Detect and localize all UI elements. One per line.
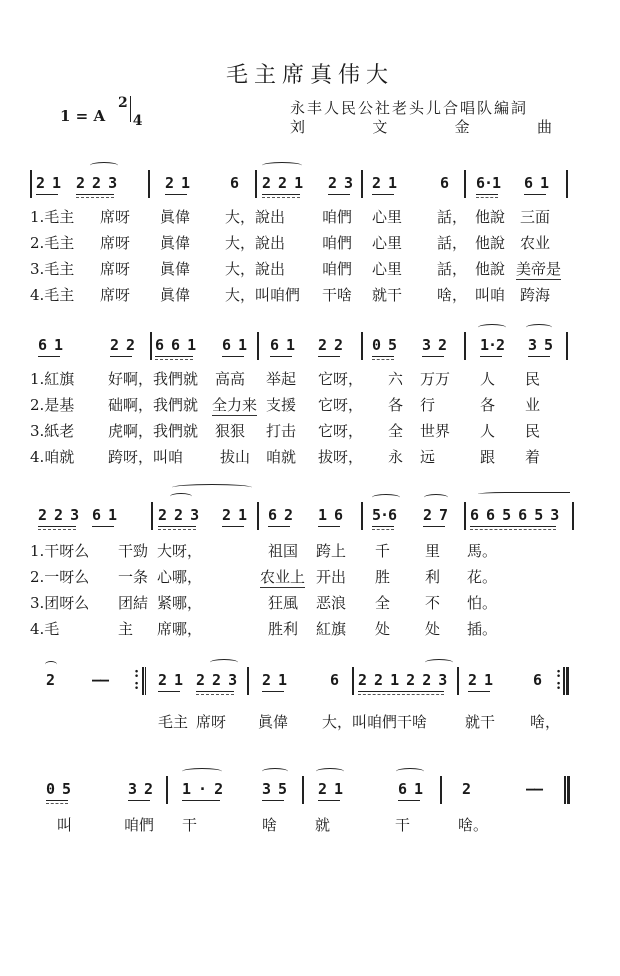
ending-lyrics: 叫 咱們 干 啥 就 干 啥。	[57, 816, 489, 834]
note-group: 2 2 3	[38, 506, 79, 524]
note-group: 6 2	[268, 506, 293, 524]
notation-line	[0, 328, 620, 362]
note-group: 5·6	[372, 506, 397, 524]
verse-2: 2.毛主 席呀 眞偉 大，說出 咱們 心里 話， 他說 农业	[30, 234, 551, 252]
note-group: 6 1	[398, 780, 423, 798]
note-group: 2 1	[262, 671, 287, 689]
note-group: 3 2	[422, 336, 447, 354]
note-group: 2 7	[423, 506, 448, 524]
note-group: 2 2 3	[76, 174, 117, 192]
note-group: 6 1	[222, 336, 247, 354]
note-group: 6·1	[476, 174, 501, 192]
repeat-end-sign: : :	[556, 665, 562, 693]
verse-3: 3.毛主 席呀 眞偉 大，說出 咱們 心里 話， 他說 美帝是	[30, 260, 562, 278]
note-group: 1·2	[480, 336, 505, 354]
note-group: 2 2	[110, 336, 135, 354]
note-group: 2	[462, 780, 471, 798]
note-group: 2 2 1 2 2 3	[358, 671, 447, 689]
note-group: 6	[230, 174, 239, 192]
note-group: 2 1	[36, 174, 61, 192]
verse-3: 3.紙老 虎啊，我們就 狠狠 打击 它呀， 全 世界 人 民	[30, 422, 541, 440]
time-signature: 24	[118, 95, 143, 129]
note-group: 1 · 2	[182, 780, 223, 798]
note-group: 2 1	[372, 174, 397, 192]
song-title: 毛主席真伟大	[225, 63, 394, 88]
dash-sustain: ——	[92, 671, 109, 689]
note-group: 0 5	[46, 780, 71, 798]
notation-line	[0, 772, 620, 806]
verse-1: 1.紅旗 好啊，我們就 高高 举起 它呀， 六 万万 人 民	[30, 370, 541, 388]
note-group: 6 6 5 6 5 3	[470, 506, 559, 524]
note-group: 6	[440, 174, 449, 192]
key-signature: 1 = A	[60, 107, 106, 125]
note-group: 2 3	[328, 174, 353, 192]
refrain-lyrics: 毛主 席呀 眞偉 大，叫咱們干啥 就干 啥，	[158, 713, 561, 731]
notation-line	[0, 498, 620, 532]
note-group: 6 1	[92, 506, 117, 524]
note-group: 6 6 1	[155, 336, 196, 354]
verse-1: 1.干呀么 干勁 大呀， 祖国 跨上 千 里 馬。	[30, 542, 498, 560]
repeat-start-sign: : :	[134, 665, 140, 693]
note-group: 2 1	[318, 780, 343, 798]
lyricist-credit: 永丰人民公社老头儿合唱队編詞	[290, 99, 529, 117]
note-group: 6	[330, 671, 339, 689]
note-group: 2 1	[165, 174, 190, 192]
note-group: 6 1	[524, 174, 549, 192]
verse-2: 2.一呀么 一条 心哪， 农业上 开出 胜 利 花。	[30, 568, 498, 586]
notation-line	[0, 166, 620, 200]
verse-4: 4.毛主 席呀 眞偉 大，叫咱們 干啥 就干 啥， 叫咱 跨海	[30, 286, 551, 304]
note-group: 2	[46, 671, 55, 689]
note-group: 6 1	[38, 336, 63, 354]
composer-credit: 刘 文 金 曲	[290, 118, 552, 136]
verse-2: 2.是基 础啊，我們就 全力来 支援 它呀， 各 行 各 业	[30, 396, 541, 414]
notation-line	[0, 663, 620, 697]
note-group: 3 5	[528, 336, 553, 354]
note-group: 6	[533, 671, 542, 689]
note-group: 2 1	[468, 671, 493, 689]
note-group: 6 1	[270, 336, 295, 354]
note-group: 2 2 3	[158, 506, 199, 524]
verse-1: 1.毛主 席呀 眞偉 大，說出 咱們 心里 話， 他說 三面	[30, 208, 551, 226]
verse-4: 4.毛 主 席哪， 胜利 紅旗 处 处 插。	[30, 620, 498, 638]
verse-3: 3.团呀么 团結 紧哪， 狂風 恶浪 全 不 怕。	[30, 594, 498, 612]
note-group: 2 2 1	[262, 174, 303, 192]
note-group: 0 5	[372, 336, 397, 354]
note-group: 2 1	[158, 671, 183, 689]
dash-sustain: ——	[526, 780, 543, 798]
note-group: 2 1	[222, 506, 247, 524]
verse-4: 4.咱就 跨呀，叫咱 拔山 咱就 拔呀， 永 远 跟 着	[30, 448, 541, 466]
note-group: 1 6	[318, 506, 343, 524]
note-group: 3 5	[262, 780, 287, 798]
note-group: 2 2	[318, 336, 343, 354]
note-group: 3 2	[128, 780, 153, 798]
note-group: 2 2 3	[196, 671, 237, 689]
